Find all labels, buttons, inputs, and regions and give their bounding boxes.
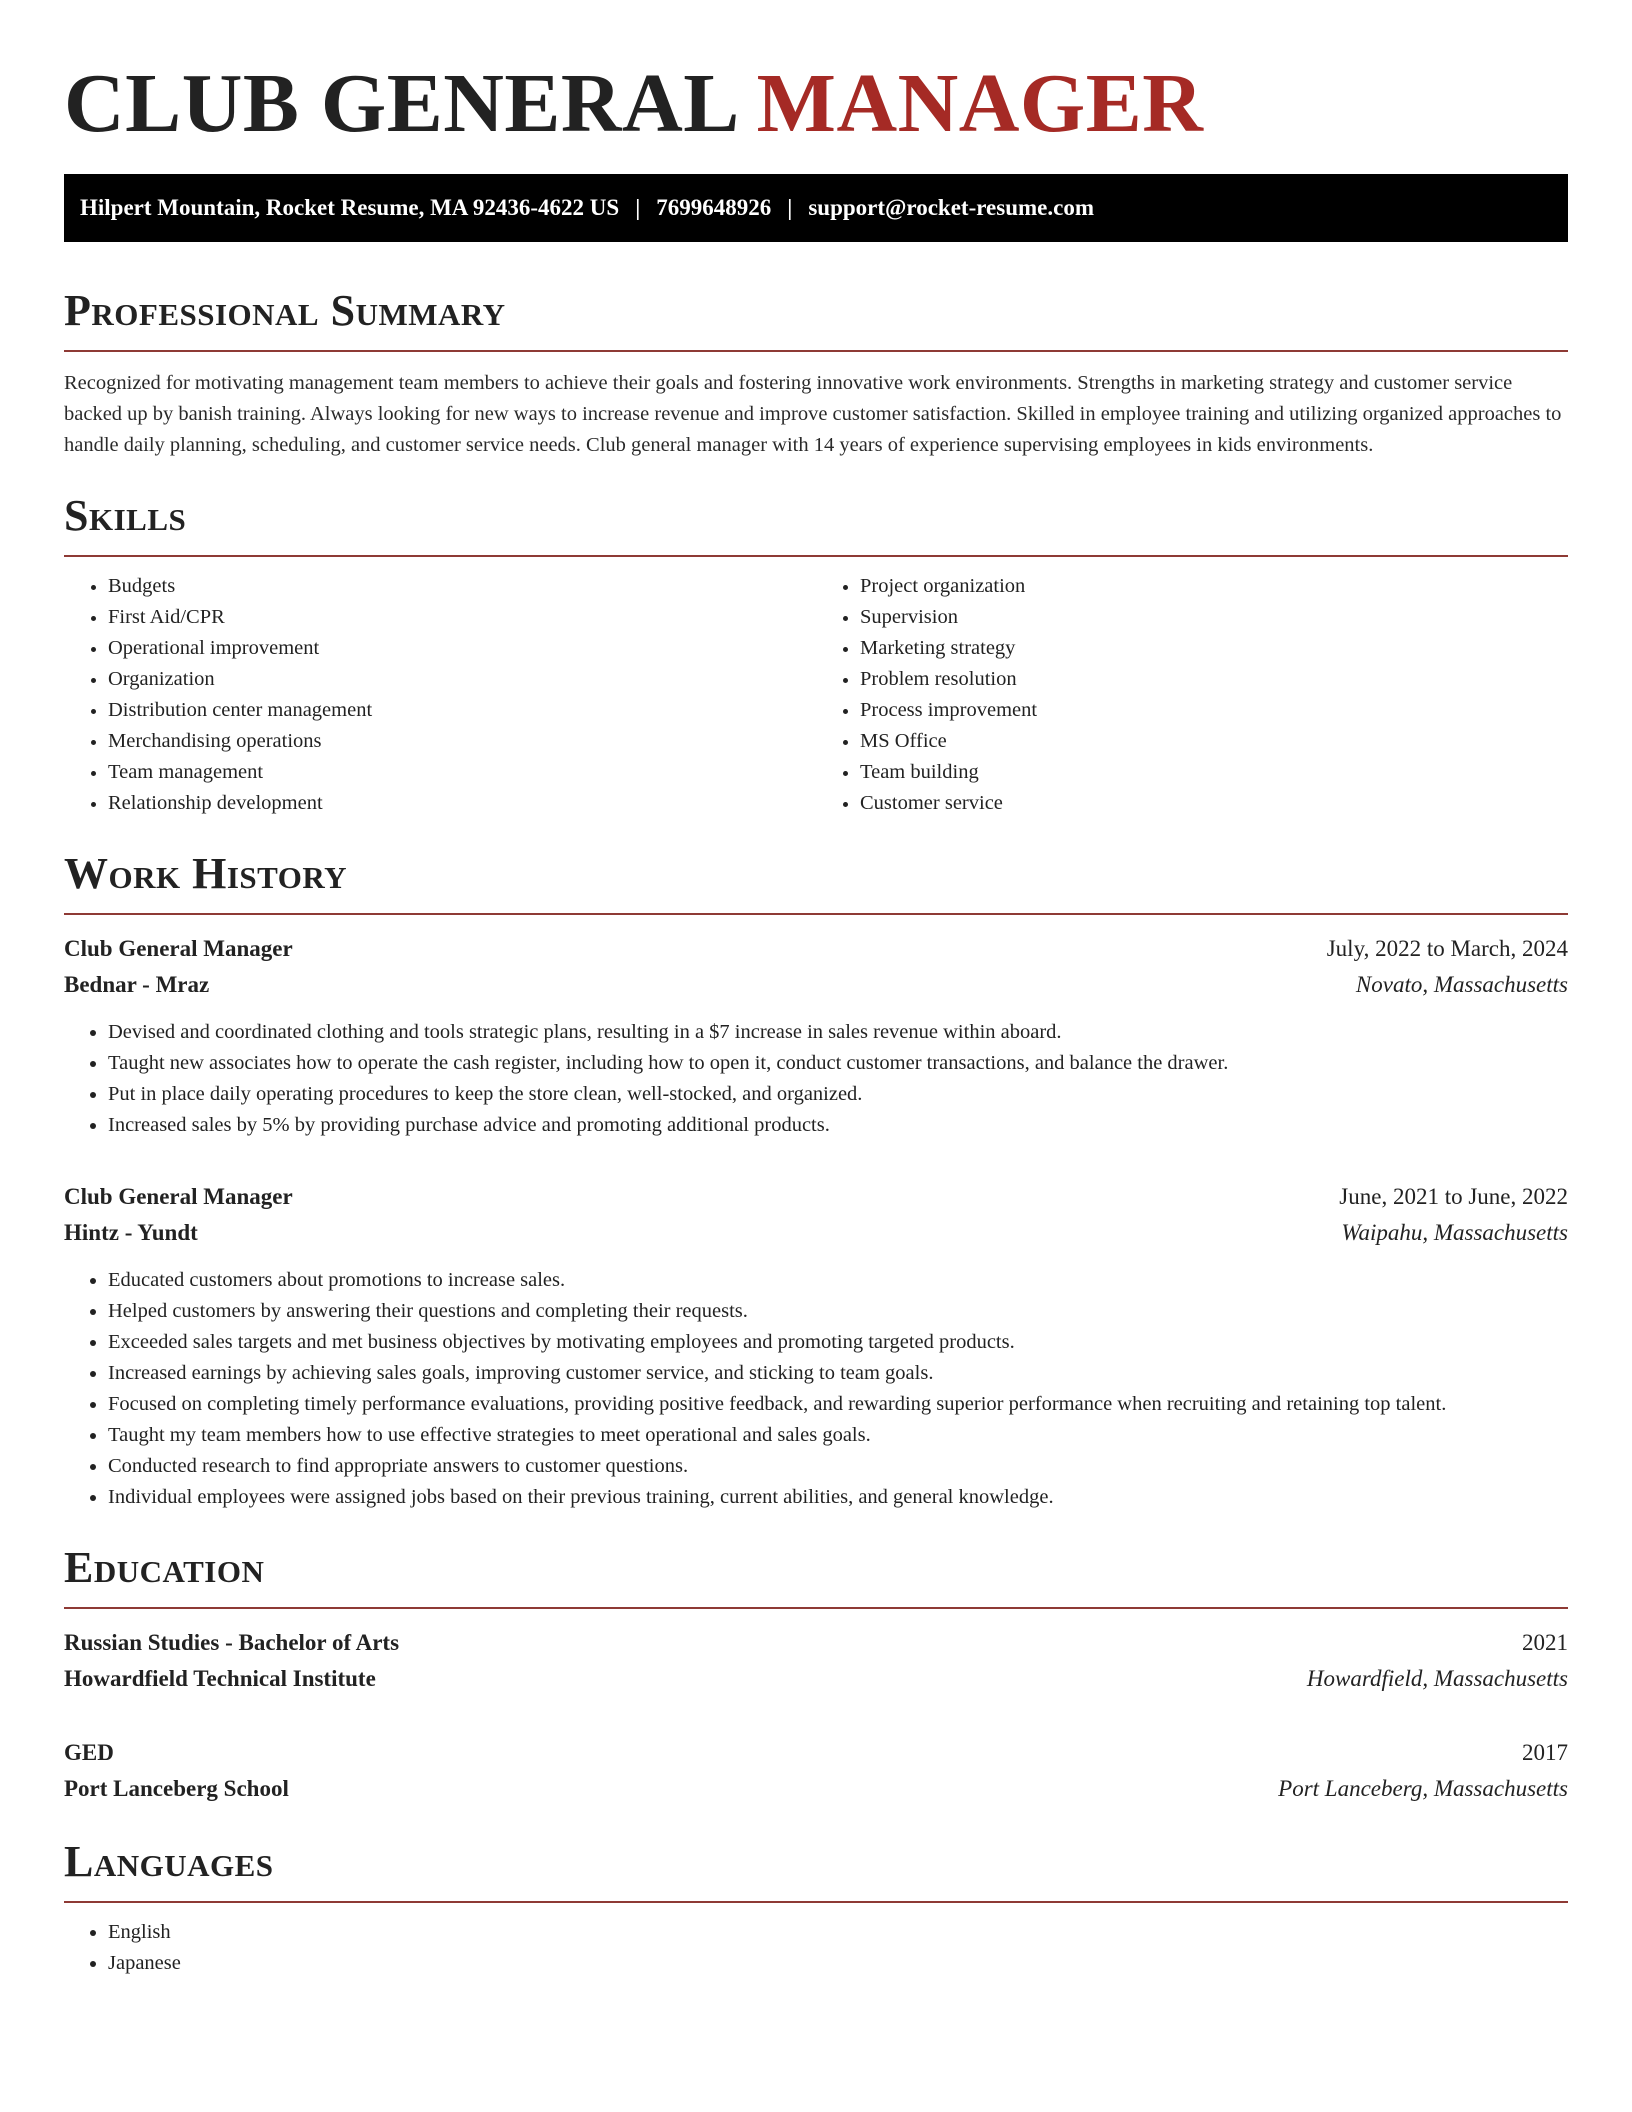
education-school: Howardfield Technical Institute xyxy=(64,1666,376,1691)
skill-item: • Marketing strategy xyxy=(860,633,1568,664)
job-entry xyxy=(64,1179,1568,1513)
skills-columns xyxy=(64,571,1568,819)
job-bullet: • Focused on completing timely performance evaluations, providing positive feedback, and rewarding superior performance when recruiting and retaining top talent. xyxy=(108,1389,1568,1420)
skill-item: • Operational improvement xyxy=(108,633,816,664)
skill-item: • Project organization xyxy=(860,571,1568,602)
contact-email: support@rocket-resume.com xyxy=(808,195,1094,220)
job-location: Waipahu, Massachusetts xyxy=(1341,1220,1568,1245)
contact-separator: | xyxy=(787,195,793,220)
job-company: Bednar - Mraz xyxy=(64,972,210,997)
skill-item: • Process improvement xyxy=(860,695,1568,726)
languages-list xyxy=(64,1917,1568,1979)
contact-separator: | xyxy=(635,195,641,220)
language-item: • English xyxy=(108,1917,1568,1948)
job-bullets xyxy=(64,1017,1568,1141)
job-bullet: • Individual employees were assigned jobs based on their previous training, current abilities, and general knowledge. xyxy=(108,1482,1568,1513)
skill-item: • Supervision xyxy=(860,602,1568,633)
skill-item: • First Aid/CPR xyxy=(108,602,816,633)
skill-item: • Budgets xyxy=(108,571,816,602)
job-company-row xyxy=(64,1215,1568,1251)
resume-title xyxy=(64,56,1568,152)
job-bullet: • Conducted research to find appropriate answers to customer questions. xyxy=(108,1451,1568,1482)
education-section xyxy=(64,1543,1568,1807)
section-title-summary: Professional Summary xyxy=(64,286,506,335)
skill-item: • Merchandising operations xyxy=(108,726,816,757)
job-bullet: • Taught my team members how to use effective strategies to meet operational and sales goals. xyxy=(108,1420,1568,1451)
education-entry xyxy=(64,1625,1568,1697)
job-entry xyxy=(64,931,1568,1141)
skill-item: • Customer service xyxy=(860,788,1568,819)
job-location: Novato, Massachusetts xyxy=(1355,972,1568,997)
summary-section xyxy=(64,286,1568,461)
skill-item: • Team building xyxy=(860,757,1568,788)
section-title-education: Education xyxy=(64,1543,265,1592)
title-first-part: CLUB GENERAL xyxy=(64,57,736,150)
languages-section xyxy=(64,1837,1568,1979)
contact-bar xyxy=(64,174,1568,242)
job-company-row xyxy=(64,967,1568,1003)
section-title-work-history: Work History xyxy=(64,849,348,898)
job-bullet: • Taught new associates how to operate the cash register, including how to open it, conduct customer transactions, and balance the drawer. xyxy=(108,1048,1568,1079)
skill-item: • MS Office xyxy=(860,726,1568,757)
education-degree-row xyxy=(64,1625,1568,1661)
section-title-languages: Languages xyxy=(64,1837,274,1886)
skill-item: • Team management xyxy=(108,757,816,788)
job-company: Hintz - Yundt xyxy=(64,1220,198,1245)
job-bullet: • Devised and coordinated clothing and tools strategic plans, resulting in a $7 increase in sales revenue within aboard. xyxy=(108,1017,1568,1048)
education-degree: Russian Studies - Bachelor of Arts xyxy=(64,1630,400,1655)
section-divider xyxy=(64,555,1568,557)
job-bullet: • Increased sales by 5% by providing purchase advice and promoting additional products. xyxy=(108,1110,1568,1141)
education-year: 2021 xyxy=(1522,1630,1568,1655)
job-title-row xyxy=(64,931,1568,967)
contact-address: Hilpert Mountain, Rocket Resume, MA 92436-4622 US xyxy=(80,195,620,220)
section-divider xyxy=(64,1607,1568,1609)
job-bullet: • Helped customers by answering their questions and completing their requests. xyxy=(108,1296,1568,1327)
job-title-row xyxy=(64,1179,1568,1215)
skill-item: • Distribution center management xyxy=(108,695,816,726)
section-divider xyxy=(64,350,1568,352)
job-title: Club General Manager xyxy=(64,936,293,961)
job-title: Club General Manager xyxy=(64,1184,293,1209)
skills-section xyxy=(64,491,1568,819)
education-degree: GED xyxy=(64,1740,114,1765)
skill-item: • Problem resolution xyxy=(860,664,1568,695)
education-year: 2017 xyxy=(1522,1740,1568,1765)
skill-item: • Relationship development xyxy=(108,788,816,819)
job-bullet: • Increased earnings by achieving sales goals, improving customer service, and sticking to team goals. xyxy=(108,1358,1568,1389)
education-school: Port Lanceberg School xyxy=(64,1776,289,1801)
education-location: Port Lanceberg, Massachusetts xyxy=(1278,1776,1568,1801)
section-title-skills: Skills xyxy=(64,491,187,540)
language-item: • Japanese xyxy=(108,1948,1568,1979)
contact-phone: 7699648926 xyxy=(656,195,772,220)
section-divider xyxy=(64,1901,1568,1903)
job-bullets xyxy=(64,1265,1568,1513)
section-divider xyxy=(64,913,1568,915)
work-history-section xyxy=(64,849,1568,1513)
education-location: Howardfield, Massachusetts xyxy=(1306,1666,1568,1691)
skills-list-left xyxy=(64,571,816,819)
education-school-row xyxy=(64,1771,1568,1807)
job-dates: July, 2022 to March, 2024 xyxy=(1326,936,1568,961)
job-bullet: • Put in place daily operating procedures to keep the store clean, well-stocked, and organized. xyxy=(108,1079,1568,1110)
job-bullet: • Exceeded sales targets and met business objectives by motivating employees and promoting targeted products. xyxy=(108,1327,1568,1358)
education-entry xyxy=(64,1735,1568,1807)
job-bullet: • Educated customers about promotions to increase sales. xyxy=(108,1265,1568,1296)
skills-list-right xyxy=(816,571,1568,819)
education-school-row xyxy=(64,1661,1568,1697)
title-second-part: MANAGER xyxy=(756,57,1204,150)
summary-text: Recognized for motivating management team members to achieve their goals and fostering innovative work environments. Strengths in marketing strategy and customer service backed up by banish training. Always looking for new ways to increase revenue and improve customer satisfaction. Skilled in employee training and utilizing organized approaches to handle daily planning, scheduling, and customer service needs. Club general manager with 14 years of experience supervising employees in kids environments. xyxy=(64,372,1562,456)
skill-item: • Organization xyxy=(108,664,816,695)
job-dates: June, 2021 to June, 2022 xyxy=(1339,1184,1568,1209)
education-degree-row xyxy=(64,1735,1568,1771)
